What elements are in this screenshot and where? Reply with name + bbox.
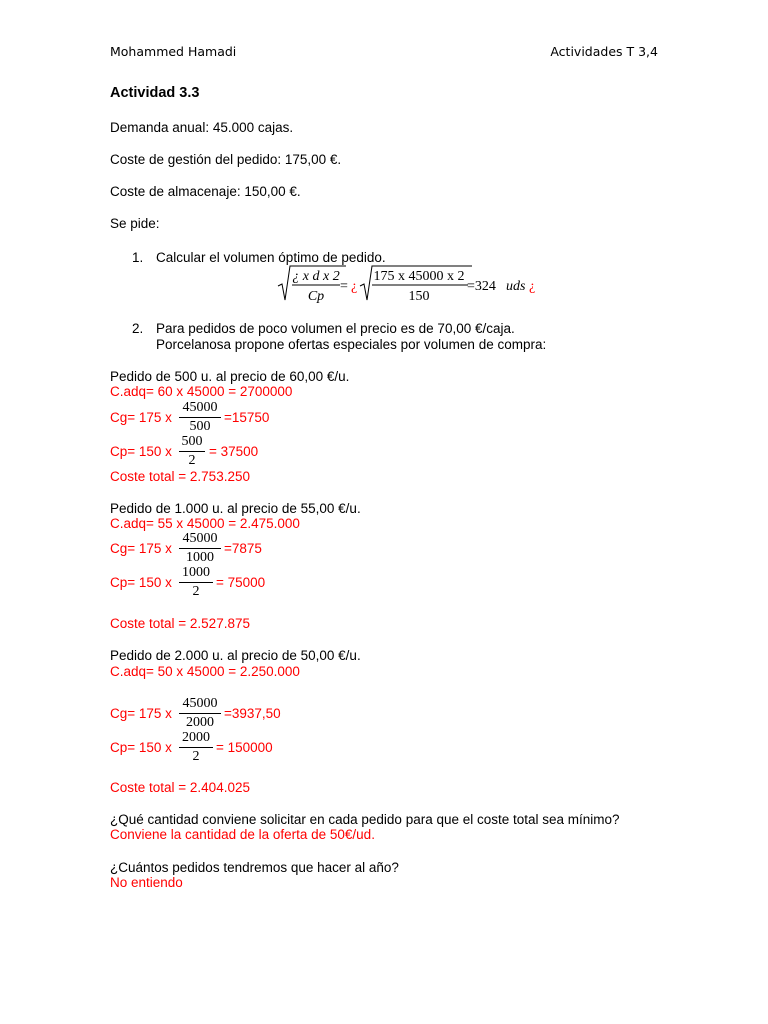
fraction-numerator: 500 <box>181 434 203 449</box>
fraction-bar <box>179 747 213 748</box>
section-title: Actividad 3.3 <box>110 85 200 101</box>
fraction-numerator: 2000 <box>182 730 210 745</box>
answer-1: Conviene la cantidad de la oferta de 50€/ud. <box>110 827 375 842</box>
header-course: Actividades T 3,4 <box>550 44 658 59</box>
offer-3-cg-fraction <box>179 696 221 731</box>
offer-1-cg-fraction <box>179 400 221 435</box>
offer-2-cp-result: = 75000 <box>216 575 266 590</box>
header-author: Mohammed Hamadi <box>110 44 237 59</box>
offer-1-cg-prefix: Cg= 175 x <box>110 410 172 425</box>
offer-3-heading: Pedido de 2.000 u. al precio de 50,00 €/u. <box>110 648 361 663</box>
fraction-denominator: 2 <box>192 749 200 764</box>
formula-left-numerator: ¿ x d x 2 <box>292 269 340 284</box>
offer-1-cp-prefix: Cp= 150 x <box>110 444 172 459</box>
fraction-denominator: 2 <box>192 584 200 599</box>
question-1: ¿Qué cantidad conviene solicitar en cada pedido para que el coste total sea mínimo? <box>110 812 620 827</box>
fraction-denominator: 500 <box>189 419 211 434</box>
fraction-denominator: 2 <box>188 453 196 468</box>
fraction-numerator: 1000 <box>182 565 210 580</box>
offer-1-cadq: C.adq= 60 x 45000 = 2700000 <box>110 384 293 399</box>
fraction-numerator: 45000 <box>182 696 218 711</box>
eoq-formula <box>276 262 546 306</box>
fraction-numerator: 45000 <box>182 400 218 415</box>
formula-equals: = <box>340 279 348 294</box>
offer-2-total: Coste total = 2.527.875 <box>110 616 250 631</box>
task-2-number: 2. <box>132 321 144 336</box>
offer-3-cg-prefix: Cg= 175 x <box>110 706 172 721</box>
formula-right-numerator: 175 x 45000 x 2 <box>373 269 465 284</box>
formula-left-denominator: Cp <box>307 289 325 304</box>
formula-right-denominator: 150 <box>408 289 430 304</box>
offer-3-cadq: C.adq= 50 x 45000 = 2.250.000 <box>110 664 300 679</box>
offer-1-cg-result: =15750 <box>224 410 270 425</box>
offer-1-cp-result: = 37500 <box>209 444 259 459</box>
offer-2-heading: Pedido de 1.000 u. al precio de 55,00 €/u. <box>110 501 361 516</box>
offer-3-cp-prefix: Cp= 150 x <box>110 740 172 755</box>
formula-inverted-question-1: ¿ <box>351 279 358 294</box>
offer-2-cg-fraction <box>179 531 221 566</box>
offer-2-cadq: C.adq= 55 x 45000 = 2.475.000 <box>110 516 300 531</box>
offer-2-cg-prefix: Cg= 175 x <box>110 541 172 556</box>
fraction-bar <box>179 713 221 714</box>
offer-1-total: Coste total = 2.753.250 <box>110 469 250 484</box>
task-1-text: Calcular el volumen óptimo de pedido. <box>156 250 386 265</box>
formula-inverted-question-2: ¿ <box>529 279 536 294</box>
question-2: ¿Cuántos pedidos tendremos que hacer al año? <box>110 860 399 875</box>
annual-demand: Demanda anual: 45.000 cajas. <box>110 120 294 135</box>
task-2-text: Para pedidos de poco volumen el precio es de 70,00 €/caja. <box>156 321 515 336</box>
answer-2: No entiendo <box>110 875 183 890</box>
fraction-numerator: 45000 <box>182 531 218 546</box>
storage-cost: Coste de almacenaje: 150,00 €. <box>110 184 301 199</box>
offer-3-cp-result: = 150000 <box>216 740 273 755</box>
fraction-denominator: 2000 <box>186 715 214 730</box>
offer-1-cp-fraction <box>179 434 205 469</box>
task-intro: Se pide: <box>110 216 160 231</box>
task-2-text-line2: Porcelanosa propone ofertas especiales por volumen de compra: <box>156 337 547 352</box>
offer-1-heading: Pedido de 500 u. al precio de 60,00 €/u. <box>110 369 350 384</box>
fraction-denominator: 1000 <box>186 550 214 565</box>
offer-2-cg-result: =7875 <box>224 541 262 556</box>
fraction-bar <box>179 417 221 418</box>
fraction-bar <box>179 582 213 583</box>
offer-3-cp-fraction <box>179 730 213 765</box>
formula-unit: uds <box>506 279 526 294</box>
offer-2-cp-prefix: Cp= 150 x <box>110 575 172 590</box>
offer-3-cg-result: =3937,50 <box>224 706 281 721</box>
fraction-bar <box>179 451 205 452</box>
formula-result: =324 <box>467 279 496 294</box>
offer-3-total: Coste total = 2.404.025 <box>110 780 250 795</box>
fraction-bar <box>179 548 221 549</box>
order-cost: Coste de gestión del pedido: 175,00 €. <box>110 152 342 167</box>
task-1-number: 1. <box>132 250 144 265</box>
offer-2-cp-fraction <box>179 565 213 600</box>
